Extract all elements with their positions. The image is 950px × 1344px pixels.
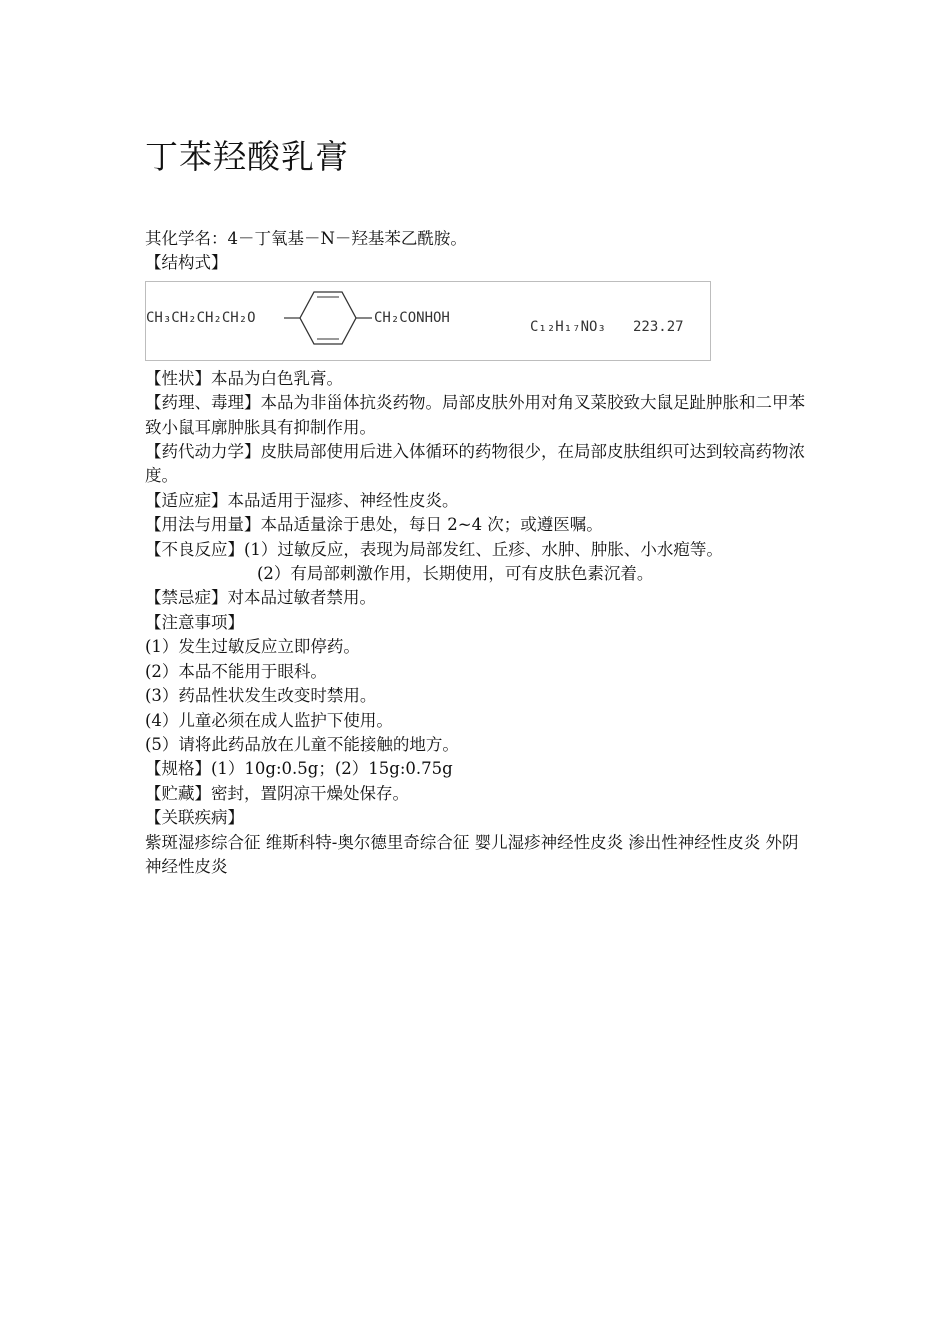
section-precautions-heading: 【注意事项】 bbox=[145, 612, 244, 632]
section-related-heading: 【关联疾病】 bbox=[145, 808, 244, 828]
section-pharmacology: 【药理、毒理】本品为非甾体抗炎药物。局部皮肤外用对角叉菜胶致大鼠足趾肿胀和二甲苯致小鼠耳廓肿胀具有抑制作用。 bbox=[145, 393, 805, 437]
chemical-name: 其化学名：4－丁氧基－N－羟基苯乙酰胺。 bbox=[145, 229, 467, 248]
precaution-item: (3）药品性状发生改变时禁用。 bbox=[145, 686, 377, 706]
document-title: 丁苯羟酸乳膏 bbox=[145, 137, 349, 176]
precaution-item: (1）发生过敏反应立即停药。 bbox=[145, 637, 360, 657]
section-adverse-1: 【不良反应】(1）过敏反应，表现为局部发红、丘疹、水肿、肿胀、小水疱等。 bbox=[145, 539, 723, 559]
precaution-item: (5）请将此药品放在儿童不能接触的地方。 bbox=[145, 734, 459, 754]
precaution-item: (4）儿童必须在成人监护下使用。 bbox=[145, 710, 393, 730]
section-adverse-2: (2）有局部刺激作用，长期使用，可有皮肤色素沉着。 bbox=[257, 564, 654, 584]
structural-formula-svg bbox=[146, 282, 710, 360]
section-properties: 【性状】本品为白色乳膏。 bbox=[145, 368, 343, 388]
molecular-formula: C₁₂H₁₇NO₃ bbox=[530, 318, 606, 335]
section-storage: 【贮藏】密封，置阴凉干燥处保存。 bbox=[145, 783, 409, 803]
document-body bbox=[145, 227, 815, 879]
benzene-ring bbox=[300, 292, 356, 344]
structure-left-group: CH₃CH₂CH₂CH₂O bbox=[146, 309, 256, 326]
precaution-item: (2）本品不能用于眼科。 bbox=[145, 661, 327, 681]
structure-diagram bbox=[145, 281, 711, 361]
section-dosage: 【用法与用量】本品适量涂于患处，每日 2~4 次；或遵医嘱。 bbox=[145, 515, 603, 535]
section-contraindications: 【禁忌症】对本品过敏者禁用。 bbox=[145, 588, 376, 608]
molecular-weight: 223.27 bbox=[633, 318, 684, 335]
section-indications: 【适应症】本品适用于湿疹、神经性皮炎。 bbox=[145, 490, 459, 510]
structure-heading: 【结构式】 bbox=[145, 253, 228, 273]
structure-right-group: CH₂CONHOH bbox=[374, 309, 450, 326]
section-specification: 【规格】(1）10g:0.5g；(2）15g:0.75g bbox=[145, 759, 453, 779]
related-diseases: 紫斑湿疹综合征 维斯科特-奥尔德里奇综合征 婴儿湿疹神经性皮炎 渗出性神经性皮炎 外阴神经性皮炎 bbox=[145, 832, 799, 876]
section-pharmacokinetics: 【药代动力学】皮肤局部使用后进入体循环的药物很少，在局部皮肤组织可达到较高药物浓度。 bbox=[145, 442, 805, 486]
